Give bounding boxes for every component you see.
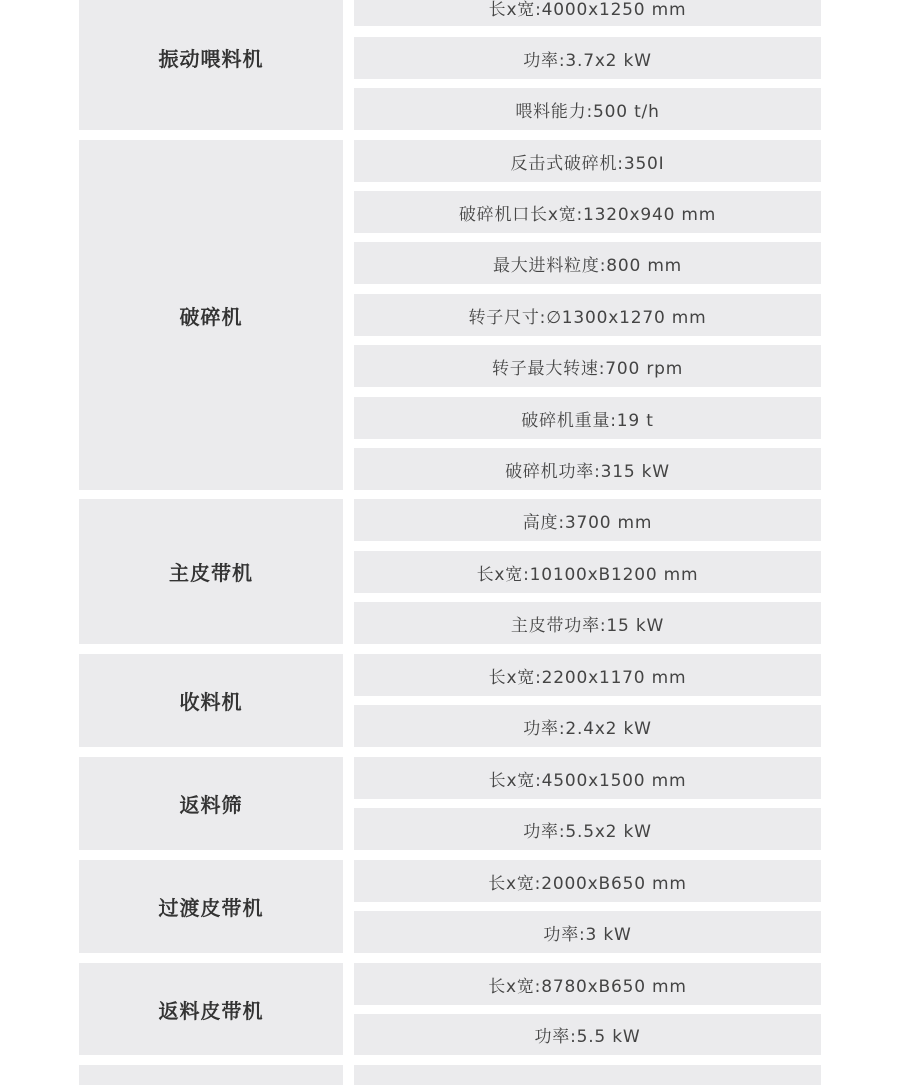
spec-row: 破碎机重量:19 t (354, 397, 821, 439)
spec-row: 高度:3700 mm (354, 499, 821, 541)
spec-row: 主皮带功率:15 kW (354, 602, 821, 644)
group-label-partial (79, 1065, 343, 1085)
group-label: 破碎机 (79, 140, 343, 490)
group-label: 振动喂料机 (79, 0, 343, 130)
group-label: 返料皮带机 (79, 963, 343, 1055)
group-label: 返料筛 (79, 757, 343, 850)
spec-row: 反击式破碎机:350I (354, 140, 821, 182)
group-label: 主皮带机 (79, 499, 343, 644)
spec-row: 功率:5.5x2 kW (354, 808, 821, 850)
spec-row: 长x宽:8780xB650 mm (354, 963, 821, 1005)
group-label: 过渡皮带机 (79, 860, 343, 953)
spec-row: 破碎机口长x宽:1320x940 mm (354, 191, 821, 233)
spec-row: 功率:3.7x2 kW (354, 37, 821, 79)
group-label: 收料机 (79, 654, 343, 747)
spec-row: 喂料能力:500 t/h (354, 88, 821, 130)
spec-row: 长x宽:10100xB1200 mm (354, 551, 821, 593)
spec-row: 功率:5.5 kW (354, 1014, 821, 1055)
spec-row: 破碎机功率:315 kW (354, 448, 821, 490)
spec-row: 功率:3 kW (354, 911, 821, 953)
spec-row-partial (354, 1065, 821, 1085)
spec-row: 最大进料粒度:800 mm (354, 242, 821, 284)
spec-row: 长x宽:2000xB650 mm (354, 860, 821, 902)
spec-row: 长x宽:4000x1250 mm (354, 0, 821, 26)
spec-row: 长x宽:4500x1500 mm (354, 757, 821, 799)
spec-row: 功率:2.4x2 kW (354, 705, 821, 747)
spec-row: 转子最大转速:700 rpm (354, 345, 821, 387)
spec-row: 长x宽:2200x1170 mm (354, 654, 821, 696)
spec-row: 转子尺寸:∅1300x1270 mm (354, 294, 821, 336)
